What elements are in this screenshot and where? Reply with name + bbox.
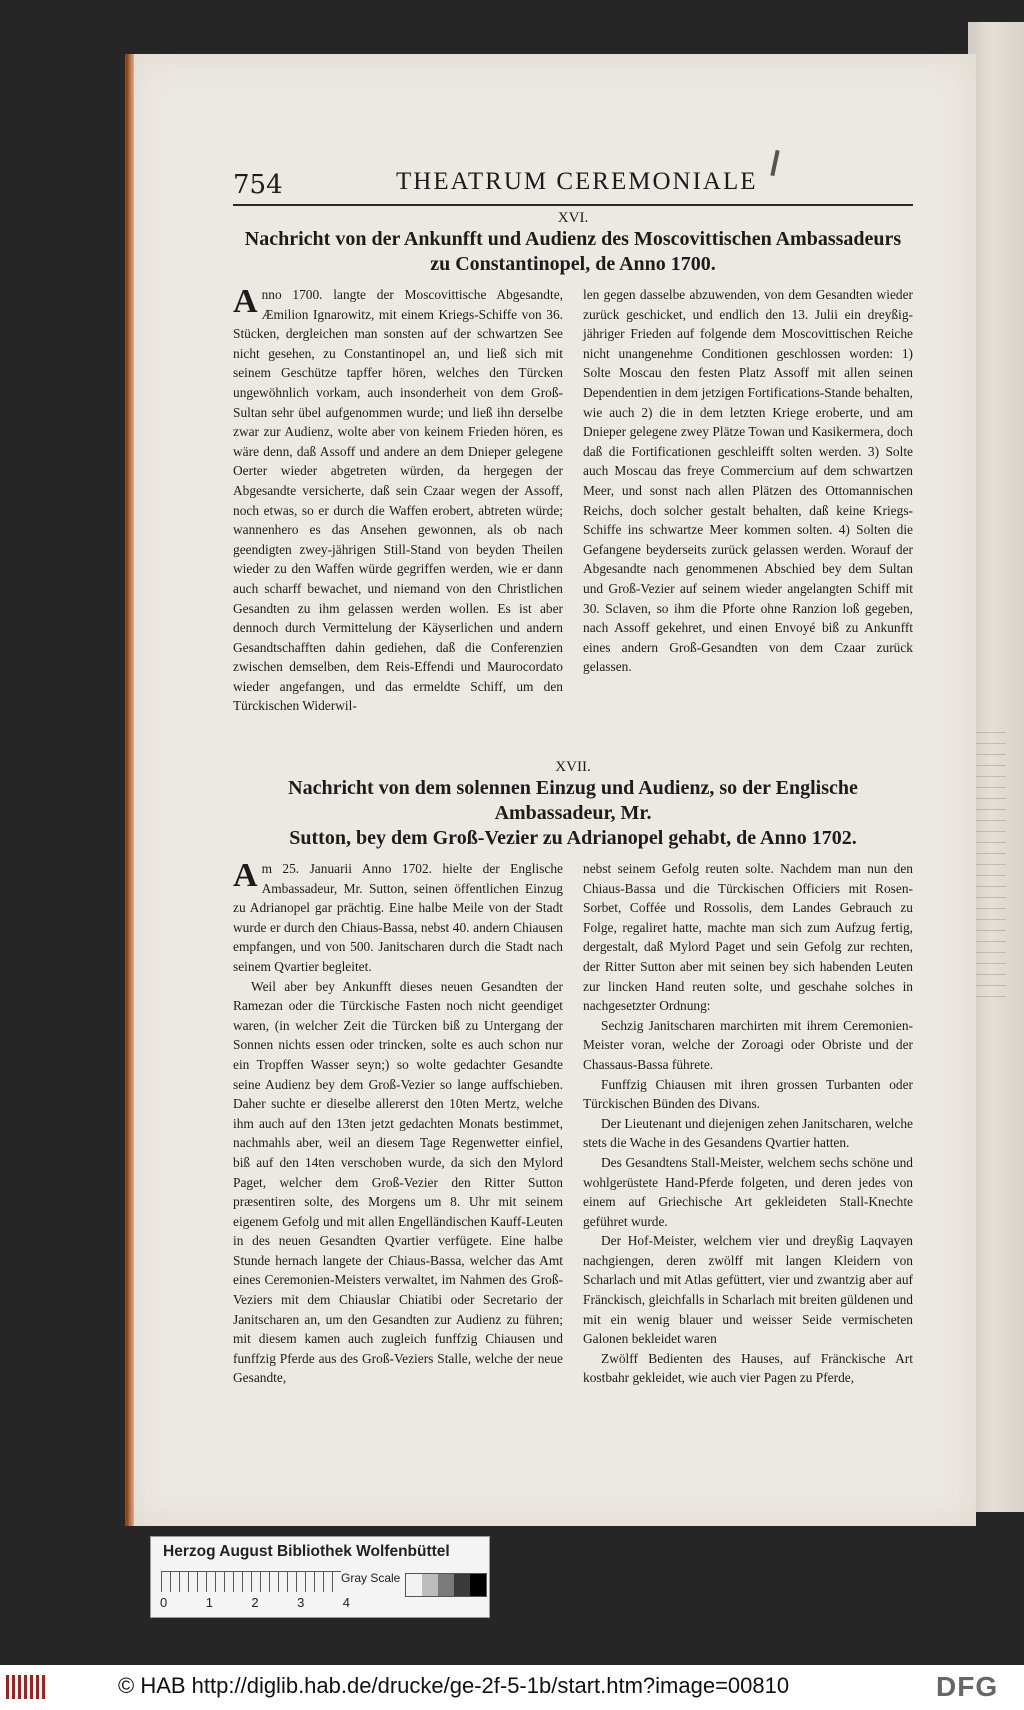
- ruler-numbers: [160, 1595, 350, 1610]
- ruler-number: 4: [342, 1595, 350, 1610]
- section-title-line: zu Constantinopel, de Anno 1700.: [430, 253, 716, 275]
- gray-swatch: [422, 1574, 438, 1596]
- left-column: [233, 859, 563, 1388]
- gray-swatch: [454, 1574, 470, 1596]
- footer-bar: [0, 1665, 1024, 1710]
- ruler-number: 3: [297, 1595, 305, 1610]
- two-column-text: [233, 859, 913, 1388]
- page-header: [233, 164, 913, 206]
- two-column-text: [233, 285, 913, 755]
- adjacent-page-edge: [968, 22, 1024, 1512]
- ruler-scale: [161, 1571, 341, 1592]
- ruler-number: 0: [160, 1595, 168, 1610]
- gray-swatch: [470, 1574, 486, 1596]
- dfg-logo: DFG: [936, 1671, 999, 1702]
- section-title-line: Sutton, bey dem Groß-Vezier zu Adrianopel gehabt, de Anno 1702.: [289, 827, 857, 849]
- paragraph: Funffzig Chiausen mit ihren grossen Turbanten oder Türckischen Bünden des Divans.: [583, 1076, 913, 1112]
- gray-scale-label: Gray Scale: [341, 1571, 401, 1585]
- hab-logo-icon: [6, 1675, 46, 1699]
- ruler-number: 2: [251, 1595, 259, 1610]
- ruler-number: 1: [205, 1595, 213, 1610]
- left-column: [233, 285, 563, 755]
- paragraph: Der Hof-Meister, welchem vier und dreyßig Laqvayen nachgiengen, deren zwölff mit langen Kleidern von Scharlach und mit Atlas gefüttert, vier und zwantzig aber auf Fränckisch, gleichfalls in Scharlach mit breiten güldenen und mit ein wenig blauer und weisser Seide vermischeten Galonen bekleidet waren: [583, 1233, 913, 1347]
- paragraph: Der Lieutenant und diejenigen zehen Janitscharen, welche stets die Wache in des Gesandens Qvartier hatten.: [583, 1115, 913, 1151]
- paragraph: [233, 285, 563, 716]
- gray-swatch: [438, 1574, 454, 1596]
- paragraph: Weil aber bey Ankunfft dieses neuen Gesandten der Ramezan oder die Türckische Fasten noch nicht geendiget waren, (in welcher Zeit die Türcken biß zu Untergang der Sonnen nichts essen oder trincken, solte es auch schon nur ein Tropffen Wasser seyn;) so wolte gedachter Gesandte seine Audienz bey dem Groß-Vezier so lange auffschieben. Daher suchte er dieselbe allererst den 10ten Mertz, welche ihm auch auf den 13ten jetzt gedachten Monats bestimmet, nachmahls aber, weil an diesem Tage Regenwetter einfiel, biß auf den 14ten verschoben wurde, da sich den Mylord Paget, welcher dem Groß-Vezier den Ritter Sutton præsentiren solte, des Morgens um 8. Uhr mit seinem eigenem Gefolg und mit allen Engelländischen Kauff-Leuten in des neuen Gesandten Qvartier verfügete. Eine halbe Stunde hernach langete der Chiaus-Bassa, welcher das Amt eines Ceremonien-Meisters verwaltet, im Nahmen des Groß-Veziers mit dem Chiauslar Chiatibi oder Secretario der Janitscharen an, um den Gesandten zur Audienz zu führen; mit diesem kamen auch zugleich funffzig Chiausen und funffzig Pferde aus des Groß-Veziers Stalle, welche der neue Gesandte,: [233, 978, 563, 1386]
- paragraph-text: m 25. Januarii Anno 1702. hielte der Englische Ambassadeur, Mr. Sutton, seinen öffentlichen Einzug zu Adrianopel gar prächtig. Eine halbe Meile von der Stadt wurde er durch den Chiaus-Bassa, nebst 40. andern Chiausen empfangen, und von 500. Janitscharen durch die Stadt nach seinem Qvartier begleitet.: [233, 861, 563, 974]
- section-number: XVII.: [555, 759, 591, 775]
- paragraph: [233, 859, 563, 977]
- section-title: [243, 776, 903, 851]
- page-content: [233, 164, 913, 1388]
- right-column: [583, 859, 913, 1388]
- paragraph: nebst seinem Gefolg reuten solte. Nachdem man nun den Chiaus-Bassa und die Türckischen Officiers mit Rosen-Sorbet, Coffée und Rossolis, dem Landes Gebrauch zu Folge, regaliret hatte, machte man sich zum Aufzug fertig, dergestalt, daß Mylord Paget und sein Gefolg zur rechten, der Ritter Sutton aber mit seinen bey sich habenden Leuten zur lincken Hand reuten solte, und geschahe solches in nachgesetzter Ordnung:: [583, 861, 913, 1014]
- drop-cap: A: [233, 283, 258, 320]
- drop-cap: A: [233, 857, 258, 894]
- running-title: THEATRUM CEREMONIALE: [396, 168, 758, 195]
- page-number: 754: [233, 170, 283, 200]
- library-scale-label: [150, 1536, 490, 1618]
- gray-scale-swatches: [405, 1573, 487, 1597]
- library-name: Herzog August Bibliothek Wolfenbüttel: [163, 1543, 450, 1560]
- section-title-line: Nachricht von dem solennen Einzug und Audienz, so der Englische Ambassadeur, Mr.: [288, 777, 858, 824]
- paragraph-text: nno 1700. langte der Moscovittische Abgesandte, Æmilion Ignarowitz, mit einem Kriegs-Schiffe von 36. Stücken, dergleichen man sonsten auf der schwartzen See nicht gesehen, zu Constantinopel an, und ließ sich mit seinem Geschütze tapffer hören, welches den Türcken ungewöhnlich vorkam, auch insonderheit von dem Groß-Sultan sehr übel aufgenommen wurde; und ließ ihn derselbe zwar zur Audienz, wolte aber von keinem Frieden hören, es wäre denn, daß Assoff und andere an dem Dnieper gelegene Oerter wieder abgetreten würden, da hergegen der Abgesandte versicherte, daß sein Czaar wegen der Assoff, noch etwas, so er durch die Waffen erobert, abtreten würde; wannenhero es das Ansehen gewonnen, als ob nach geendigten zwey-jährigen Still-Stand von beyden Theilen wieder zu den Waffen würde gegriffen werden, wie er dann auch scharff bewachet, und niemand von den Christlichen Gesandten zu ihm gelassen werden wollen. Es ist aber dennoch durch Vermittelung der Käyserlichen und andern Gesandtschafften dahin gediehen, daß die Conferenzien zwischen demselben, dem Reis-Effendi und Maurocordato wieder angefangen, und das ermeldte Schiff, um den Türckischen Widerwil-: [233, 287, 563, 714]
- section-number: XVI.: [557, 210, 589, 226]
- paragraph: Des Gesandtens Stall-Meister, welchem sechs schöne und wohlgerüstete Hand-Pferde folgeten, und deren jedes von einem auf Griechische Art gekleideten Stall-Knechte geführet wurde.: [583, 1154, 913, 1229]
- paragraph: len gegen dasselbe abzuwenden, von dem Gesandten wieder zurück geschicket, und endlich den 13. Julii ein dreyßig-jähriger Frieden auf folgende dem Moscovittischen Reiche nicht unangenehme Conditionen geschlossen worden: 1) Solte Moscau den festen Platz Assoff mit allen seinen Dependentien in dem jetzigen Fortifications-Stande behalten, wie auch 2) die in dem letzten Kriege eroberte, und am Dnieper gelegene zwey Plätze Towan und Kasikermera, doch daß die Fortificationen geschleifft solten werden. 3) Solte auch Moscau das freye Commercium auf dem schwartzen Meer, und sonst nach allen Plätzen des Ottomannischen Reichs, doch solcher gestalt behalten, daß keine Kriegs-Schiffe ins schwartze Meer kommen solten. 4) Solten die Gefangene beyderseits zurück gelassen werden. Worauf der Abgesandte nach genommenen Abschied bey dem Sultan und Groß-Vezier auf seinem wieder angelangten Schiff mit 30. Sclaven, so ihm die Pforte ohne Ranzion loß gegeben, nach Assoff gekehret, und einen Envoyé biß zu Ankunfft eines andern Groß-Gesandten von dem Czaar zurück gelassen.: [583, 287, 913, 675]
- footer-url[interactable]: © HAB http://diglib.hab.de/drucke/ge-2f-5-1b/start.htm?image=00810: [118, 1673, 790, 1698]
- section-title: [243, 227, 903, 277]
- gray-swatch: [406, 1574, 422, 1596]
- adjacent-page-text-traces: [976, 722, 1006, 1002]
- paragraph: Zwölff Bedienten des Hauses, auf Fränckische Art kostbahr gekleidet, wie auch vier Pagen zu Pferde,: [583, 1350, 913, 1386]
- section-title-line: Nachricht von der Ankunfft und Audienz des Moscovittischen Ambassadeurs: [244, 228, 902, 250]
- right-column: [583, 285, 913, 755]
- paragraph: Sechzig Janitscharen marchirten mit ihrem Ceremonien-Meister voran, welche der Zoroagi oder Obriste und der Chassaus-Bassa führete.: [583, 1017, 913, 1072]
